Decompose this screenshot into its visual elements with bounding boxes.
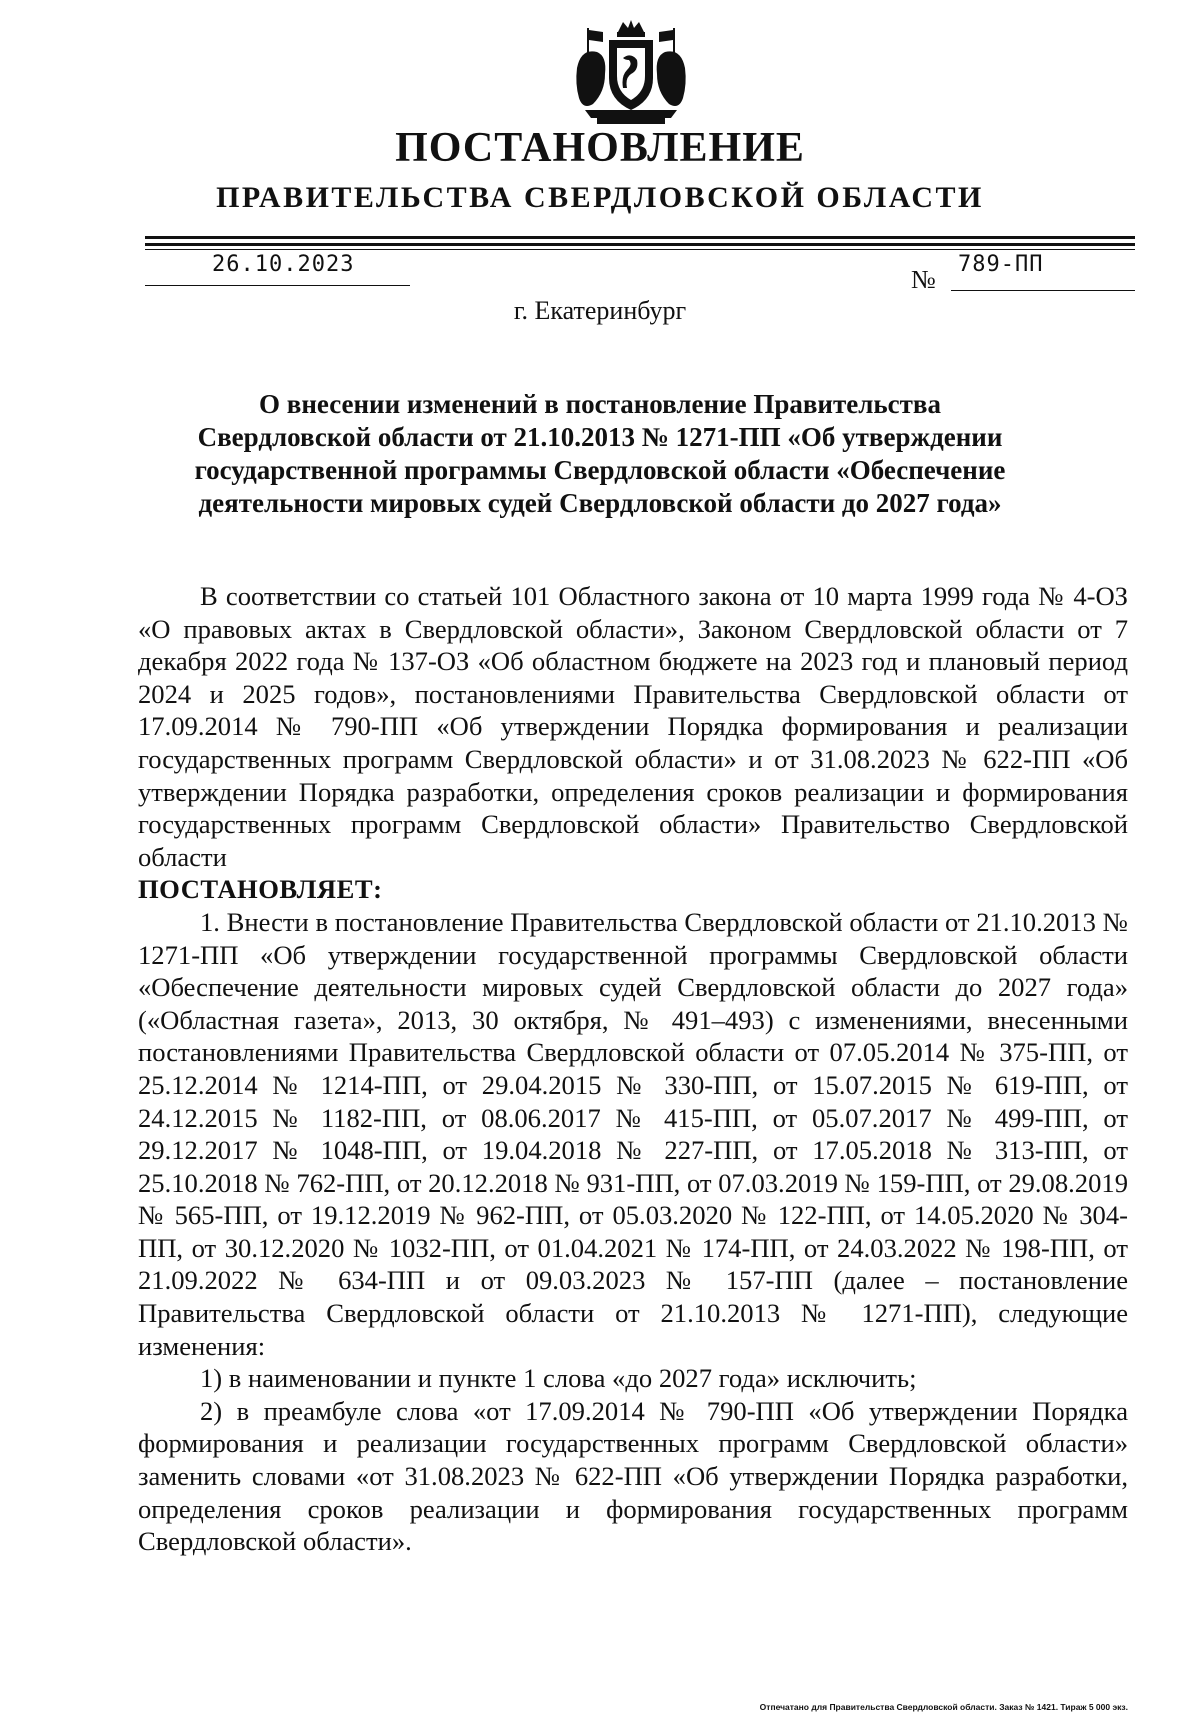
preamble-paragraph: В соответствии со статьей 101 Областного закона от 10 марта 1999 года № 4-ОЗ «О правовых актах в Свердловской области», Законом Свердловской области от 7 декабря 2022 года № 137-ОЗ «Об областном бюджете на 2023 год и плановый период 2024 и 2025 годов», постановлениями Правительства Свердловской области от 17.09.2014 № 790-ПП «Об утверждении Порядка формирования и реализации государственных программ Свердловской области» и от 31.08.2023 № 622-ПП «Об утверждении Порядка разработки, определения сроков реализации и формирования государственных программ Свердловской области» Правительство Свердловской области (138, 581, 1128, 872)
header-rule-top (145, 236, 1135, 239)
subitem-1-paragraph: 1) в наименовании и пункте 1 слова «до 2027 года» исключить; (200, 1363, 917, 1394)
title-line: Свердловской области от 21.10.2013 № 1271-ПП «Об утверждении (197, 422, 1003, 452)
document-city: г. Екатеринбург (513, 296, 687, 325)
print-imprint-note: Отпечатано для Правительства Свердловской области. Заказ № 1421. Тираж 5 000 экз. (759, 1702, 1128, 1712)
date-underline (145, 285, 410, 286)
subitem-2-paragraph: 2) в преамбуле слова «от 17.09.2014 № 790-ПП «Об утверждении Порядка формирования и реализации государственных программ Свердловской области» заменить словами «от 31.08.2023 № 622-ПП «Об утверждении Порядка разработки, определения сроков реализации и формирования государственных программ Свердловской области». (138, 1395, 1128, 1557)
document-number: 789-ПП (958, 252, 1044, 277)
title-line: деятельности мировых судей Свердловской области до 2027 года» (198, 488, 1002, 518)
document-date: 26.10.2023 (212, 252, 355, 277)
document-title (170, 388, 1030, 520)
item-1-paragraph: 1. Внести в постановление Правительства Свердловской области от 21.10.2013 № 1271-ПП «Об утверждении государственной программы Свердловской области «Обеспечение деятельности мировых судей Свердловской области до 2027 года» («Областная газета», 2013, 30 октября, № 491–493) с изменениями, внесенными постановлениями Правительства Свердловской области от 07.05.2014 № 375-ПП, от 25.12.2014 № 1214-ПП, от 29.04.2015 № 330-ПП, от 15.07.2015 № 619-ПП, от 24.12.2015 № 1182-ПП, от 08.06.2017 № 415-ПП, от 05.07.2017 № 499-ПП, от 29.12.2017 № 1048-ПП, от 19.04.2018 № 227-ПП, от 17.05.2018 № 313-ПП, от 25.10.2018 № 762-ПП, от 20.12.2018 № 931-ПП, от 07.03.2019 № 159-ПП, от 29.08.2019 № 565-ПП, от 19.12.2019 № 962-ПП, от 05.03.2020 № 122-ПП, от 14.05.2020 № 304-ПП, от 30.12.2020 № 1032-ПП, от 01.04.2021 № 174-ПП, от 24.03.2022 № 198-ПП, от 21.09.2022 № 634-ПП и от 09.03.2023 № 157-ПП (далее – постановление Правительства Свердловской области от 21.10.2013 № 1271-ПП), следующие изменения: (138, 906, 1128, 1361)
decree-word: ПОСТАНОВЛЯЕТ: (138, 874, 383, 905)
number-underline (951, 290, 1135, 291)
number-sign: № (911, 265, 936, 294)
header-rule-bottom (145, 249, 1135, 250)
title-line: государственной программы Свердловской области «Обеспечение (194, 455, 1006, 485)
title-line: О внесении изменений в постановление Правительства (259, 389, 941, 419)
issuing-authority-heading: ПРАВИТЕЛЬСТВА СВЕРДЛОВСКОЙ ОБЛАСТИ (216, 181, 984, 214)
header-rule-middle (145, 243, 1135, 246)
document-type-heading: ПОСТАНОВЛЕНИЕ (395, 125, 805, 171)
sverdlovsk-coat-of-arms-icon (571, 18, 691, 128)
document-body (138, 580, 1128, 1558)
